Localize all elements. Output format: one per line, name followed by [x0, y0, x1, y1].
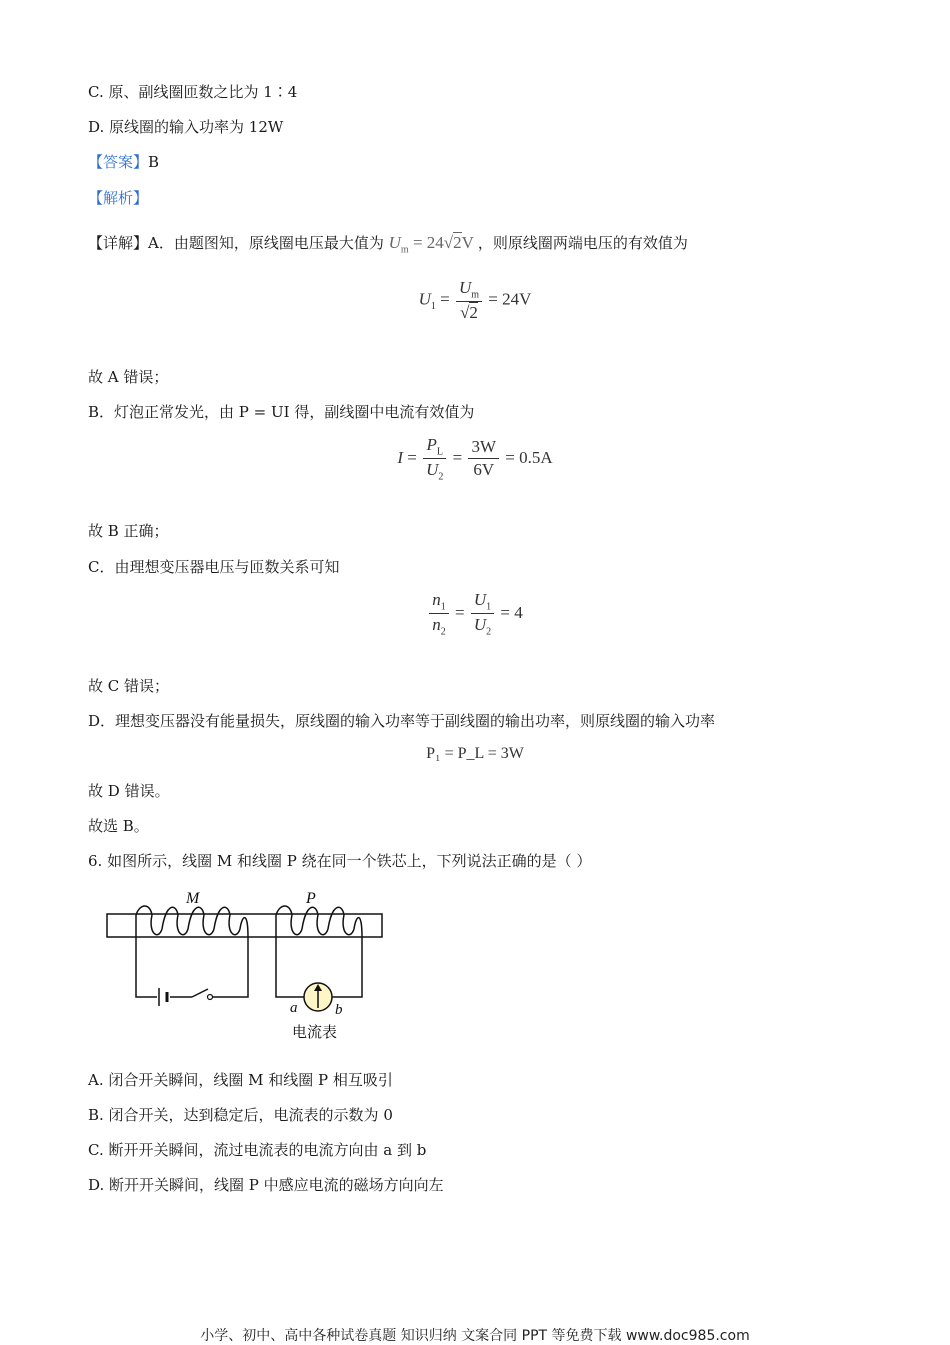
d-text: D．理想变压器没有能量损失，原线圈的输入功率等于副线圈的输出功率，则原线圈的输入功率 [88, 712, 716, 730]
option-c-prev: C. 原、副线圈匝数之比为 1∶4 [88, 83, 298, 101]
sqrt-sign: √ [443, 233, 454, 252]
c-text: C．由理想变压器电压与匝数关系可知 [88, 558, 340, 576]
d-conclusion: 故 D 错误。 [88, 782, 170, 800]
detail-a-text2: ，则原线圈两端电压的有效值为 [477, 234, 688, 252]
equation-3: $\frac{n_1}{n_2}$ = $\frac{U_1}{U_2}$ = 4 [0, 590, 950, 638]
detail-a-line [88, 233, 688, 260]
option-d-prev: D. 原线圈的输入功率为 12W [88, 118, 284, 136]
answer-value: B [148, 153, 160, 171]
q6-option-d: D. 断开开关瞬间，线圈 P 中感应电流的磁场方向向左 [88, 1176, 444, 1194]
b-text: B．灯泡正常发光，由 P = UI 得，副线圈中电流有效值为 [88, 403, 475, 421]
detail-prefix: 【详解】 [88, 234, 149, 252]
final-choice: 故选 B。 [88, 817, 149, 835]
transformer-circuit-diagram [100, 885, 390, 1045]
b-conclusion: 故 B 正确； [88, 522, 169, 540]
q6-option-a: A. 闭合开关瞬间，线圈 M 和线圈 P 相互吸引 [88, 1071, 393, 1089]
answer-line [88, 152, 159, 172]
page-footer: 小学、初中、高中各种试卷真题 知识归纳 文案合同 PPT 等免费下载 www.doc985.com [200, 1328, 750, 1344]
equation-4: P₁ = P_L = 3W [426, 745, 524, 762]
label-m: M [186, 890, 200, 907]
a-conclusion: 故 A 错误； [88, 368, 169, 386]
equation-2: I = $\frac{P_L}{U_2}$ = $\frac{3W}{6V}$ = 0.5A [397, 435, 553, 483]
label-b: b [335, 1002, 343, 1018]
question6-stem: 6. 如图所示，线圈 M 和线圈 P 绕在同一个铁芯上，下列说法正确的是（ ） [88, 852, 592, 870]
fraction: $\frac{n_1}{n_2}$ [429, 590, 449, 638]
analysis-label: 【解析】 [88, 189, 149, 207]
answer-label: 【答案】 [88, 153, 149, 171]
switch-contact [208, 995, 213, 1000]
detail-a-text1: A．由题图知，原线圈电压最大值为 [148, 234, 384, 252]
label-p: P [306, 890, 316, 907]
fraction: $\frac{P_L}{U_2}$ [423, 435, 446, 483]
inline-equation: $U_m = 24√2V$ [388, 233, 474, 256]
c-conclusion: 故 C 错误； [88, 677, 170, 695]
fraction: $\frac{U_m}{√2}$ [456, 278, 482, 323]
fraction: $\frac{U_1}{U_2}$ [471, 590, 494, 638]
label-a: a [290, 1000, 298, 1016]
q6-option-b: B. 闭合开关，达到稳定后，电流表的示数为 0 [88, 1106, 393, 1124]
switch [192, 989, 208, 997]
q6-option-c: C. 断开开关瞬间，流过电流表的电流方向由 a 到 b [88, 1141, 427, 1159]
equation-1: $U_1$ = $\frac{U_m}{√2}$ = 24V [418, 278, 532, 323]
diagram-caption: 电流表 [292, 1023, 338, 1041]
fraction: $\frac{3W}{6V}$ [468, 437, 499, 480]
